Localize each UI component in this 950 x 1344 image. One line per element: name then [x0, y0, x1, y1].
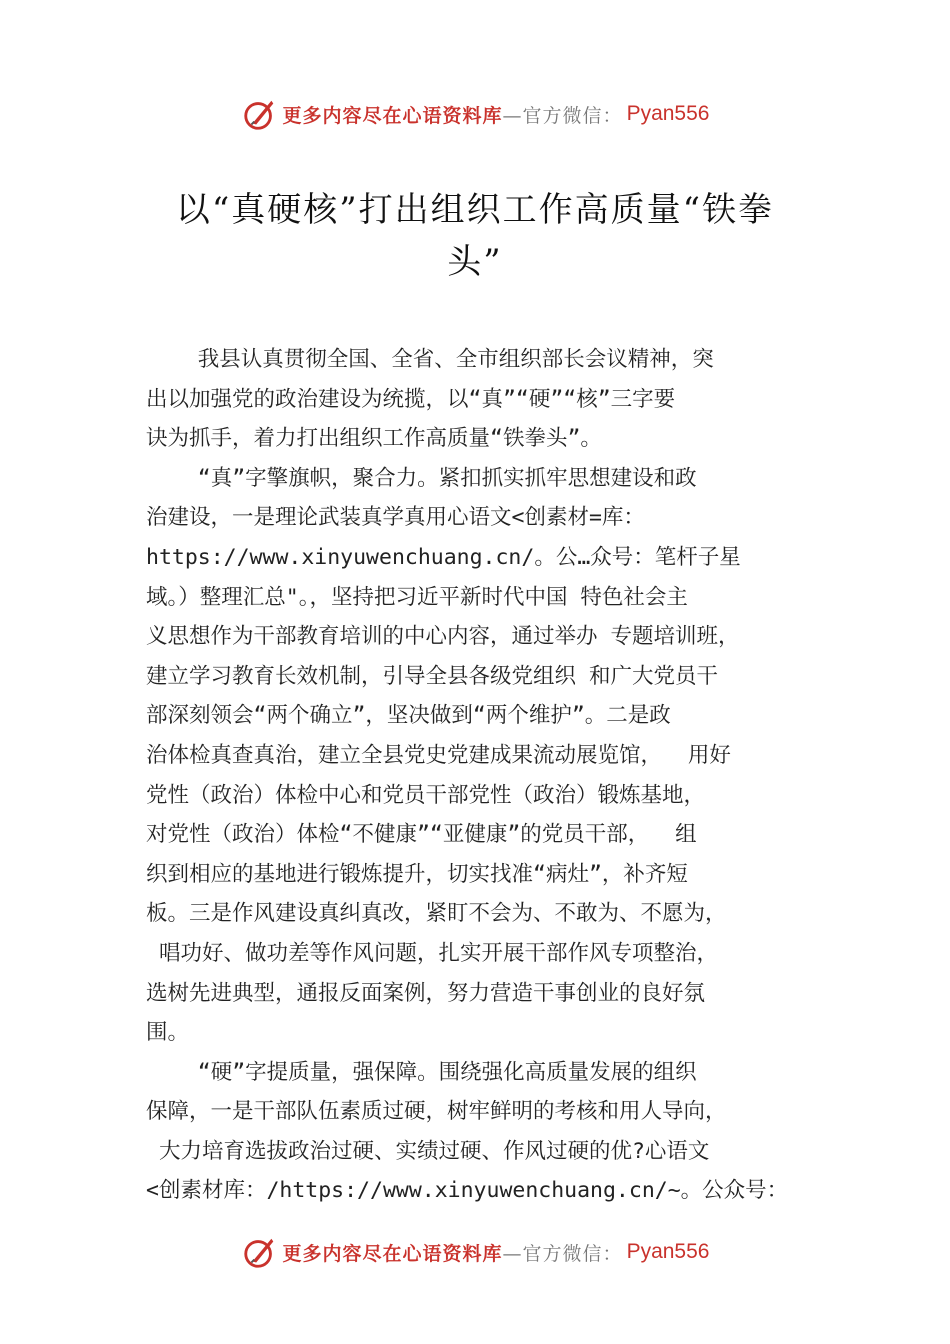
- body-line: 选树先进典型，通报反面案例，努力营造干事创业的良好氛: [146, 980, 706, 1006]
- quill-pen-logo-icon: [241, 95, 279, 133]
- body-line: 唱功好、做功差等作风问题，扎实开展干部作风专项整治，: [146, 940, 718, 966]
- footer-banner-wechat-label: —官方微信：: [502, 1242, 623, 1265]
- header-banner: [0, 92, 950, 136]
- body-line: https://www.xinyuwenchuang.cn/。公…众号：笔杆子星: [146, 544, 741, 570]
- body-line: 我县认真贯彻全国、全省、全市组织部长会议精神，突: [146, 347, 714, 372]
- body-line: 治建设，一是理论武装真学真用心语文<创素材=库：: [146, 505, 645, 531]
- footer-banner-wechat-id: Pyan556: [626, 1240, 710, 1263]
- document-title-line-1: 以“真硬核”打出组织工作高质量“铁拳: [175, 190, 775, 230]
- body-line: 保障，一是干部队伍素质过硬，树牢鲜明的考核和用人导向，: [146, 1099, 727, 1125]
- body-line: 围。: [146, 1020, 190, 1046]
- footer-banner: [0, 1230, 950, 1274]
- document-title-line-2: 头”: [447, 242, 503, 282]
- header-banner-wechat-label: —官方微信：: [502, 104, 623, 127]
- body-line: 域。）整理汇总"。，坚持把习近平新时代中国 特色社会主: [146, 584, 688, 610]
- body-line: 诀为抓手，着力打出组织工作高质量“铁拳头”。: [146, 426, 602, 452]
- header-banner-slogan: 更多内容尽在心语资料库: [282, 104, 503, 127]
- body-line: 建立学习教育长效机制，引导全县各级党组织 和广大党员干: [146, 663, 718, 689]
- body-line: “真”字擎旗帜，聚合力。紧扣抓实抓牢思想建设和政: [146, 465, 697, 491]
- body-line: 大力培育选拔政治过硬、实绩过硬、作风过硬的优?心语文: [146, 1138, 710, 1164]
- document-title: [150, 184, 800, 288]
- body-line: 党性（政治）体检中心和党员干部党性（政治）锻炼基地，: [146, 782, 706, 808]
- body-line: 治体检真查真治，建立全县党史党建成果流动展览馆， 用好: [146, 742, 731, 768]
- body-line: 板。三是作风建设真纠真改，紧盯不会为、不敢为、不愿为，: [146, 901, 727, 927]
- body-line: 出以加强党的政治建设为统揽，以“真”“硬”“核”三字要: [146, 386, 676, 412]
- body-line: 义思想作为干部教育培训的中心内容，通过举办 专题培训班，: [146, 624, 740, 650]
- document-body: [146, 340, 836, 1211]
- body-line: “硬”字提质量，强保障。围绕强化高质量发展的组织: [146, 1059, 697, 1085]
- body-line: <创素材库：/https://www.xinyuwenchuang.cn/~。公众号：: [146, 1178, 789, 1204]
- body-line: 部深刻领会“两个确立”，坚决做到“两个维护”。二是政: [146, 703, 671, 729]
- body-line: 对党性（政治）体检“不健康”“亚健康”的党员干部， 组: [146, 822, 697, 848]
- body-line: 织到相应的基地进行锻炼提升，切实找准“病灶”，补齐短: [146, 861, 688, 887]
- header-banner-wechat-id: Pyan556: [626, 102, 710, 125]
- quill-pen-logo-icon: [241, 1233, 279, 1271]
- footer-banner-slogan: 更多内容尽在心语资料库: [282, 1242, 503, 1265]
